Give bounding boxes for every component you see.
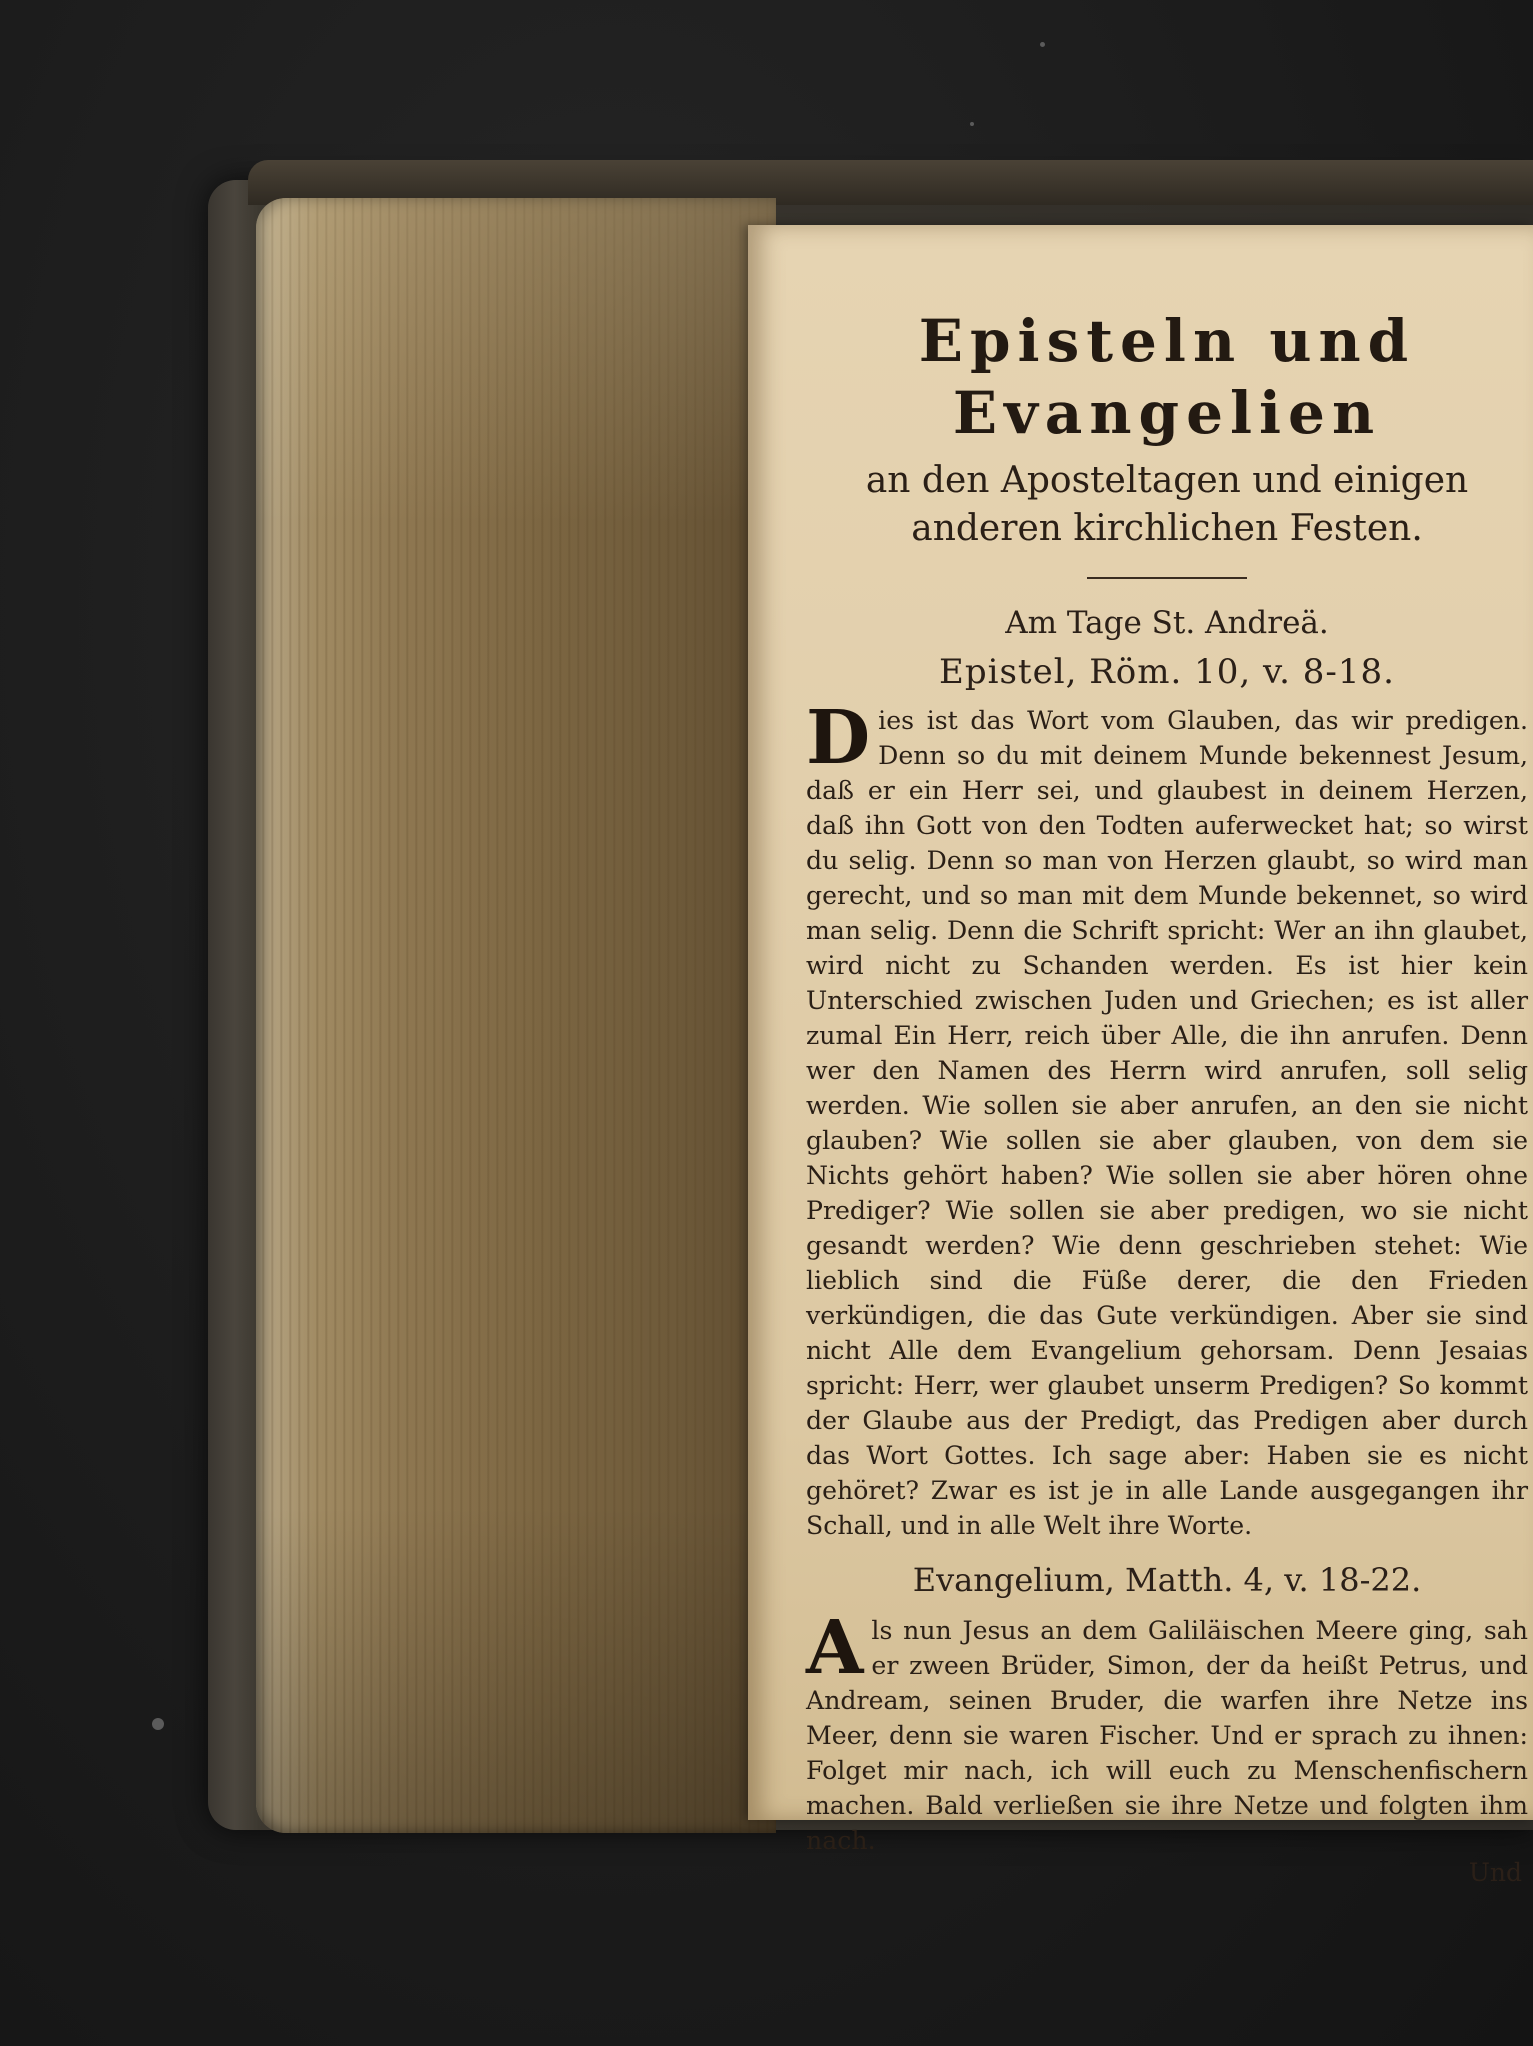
dust-speck bbox=[152, 1718, 164, 1730]
dust-speck bbox=[970, 122, 974, 126]
title-divider bbox=[1087, 577, 1247, 579]
book-page bbox=[748, 225, 1533, 1887]
epistle-drop-cap: D bbox=[806, 695, 871, 781]
epistle-body: ies ist das Wort vom Glauben, das wir predigen. Denn so du mit deinem Munde bekennest Jesum, daß er ein Herr sei, und glaubest in deinem Herzen, daß ihn Gott von den Todten auferwecket hat; so wirst du selig. Denn so man von Herzen glaubt, so wird man gerecht, und so man mit dem Munde bekennet, so wird man selig. Denn die Schrift spricht: Wer an ihn glaubet, wird nicht zu Schanden werden. Es ist hier kein Unterschied zwischen Juden und Griechen; es ist aller zumal Ein Herr, reich über Alle, die ihn anrufen. Denn wer den Namen des Herrn wird anrufen, soll selig werden. Wie sollen sie aber anrufen, an den sie nicht glauben? Wie sollen sie aber glauben, von dem sie Nichts gehört haben? Wie sollen sie aber hören ohne Prediger? Wie sollen sie aber predigen, wo sie nicht gesandt werden? Wie denn geschrieben stehet: Wie lieblich sind die Füße derer, die den Frieden verkündigen, die das Gute verkündigen. Aber sie sind nicht Alle dem Evangelium gehorsam. Denn Jesaias spricht: Herr, wer glaubet unserm Predigen? So kommt der Glaube aus der Predigt, das Predigen aber durch das Wort Gottes. Ich sage aber: Haben sie es nicht gehöret? Zwar es ist je in alle Lande ausgegangen ihr Schall, und in alle Welt ihre Worte. bbox=[806, 706, 1528, 1540]
page-content bbox=[806, 305, 1528, 1888]
page-subtitle: an den Aposteltagen und einigen anderen kirchlichen Festen. bbox=[865, 460, 1469, 549]
gospel-reference: Evangelium, Matth. 4, v. 18-22. bbox=[912, 1561, 1422, 1599]
section-heading: Am Tage St. Andreä. bbox=[1005, 605, 1329, 641]
dust-speck bbox=[1040, 42, 1045, 47]
page-edges bbox=[256, 198, 776, 1833]
catchword: Und bbox=[1468, 1858, 1522, 1887]
gospel-drop-cap: A bbox=[806, 1605, 864, 1691]
epistle-text bbox=[806, 695, 1528, 1543]
page-title: Episteln und Evangelien bbox=[918, 307, 1416, 447]
book bbox=[208, 160, 1533, 1887]
gospel-body: ls nun Jesus an dem Galiläischen Meere ging, sah er zween Brüder, Simon, der da heißt Petrus, und Andream, seinen Bruder, die warfen ihre Netze ins Meer, denn sie waren Fischer. Und er sprach zu ihnen: Folget mir nach, ich will euch zu Menschenfischern machen. Bald verließen sie ihre Netze und folgten ihm nach. bbox=[806, 1616, 1528, 1855]
epistle-reference: Epistel, Röm. 10, v. 8-18. bbox=[939, 652, 1395, 692]
gospel-text bbox=[806, 1605, 1528, 1858]
